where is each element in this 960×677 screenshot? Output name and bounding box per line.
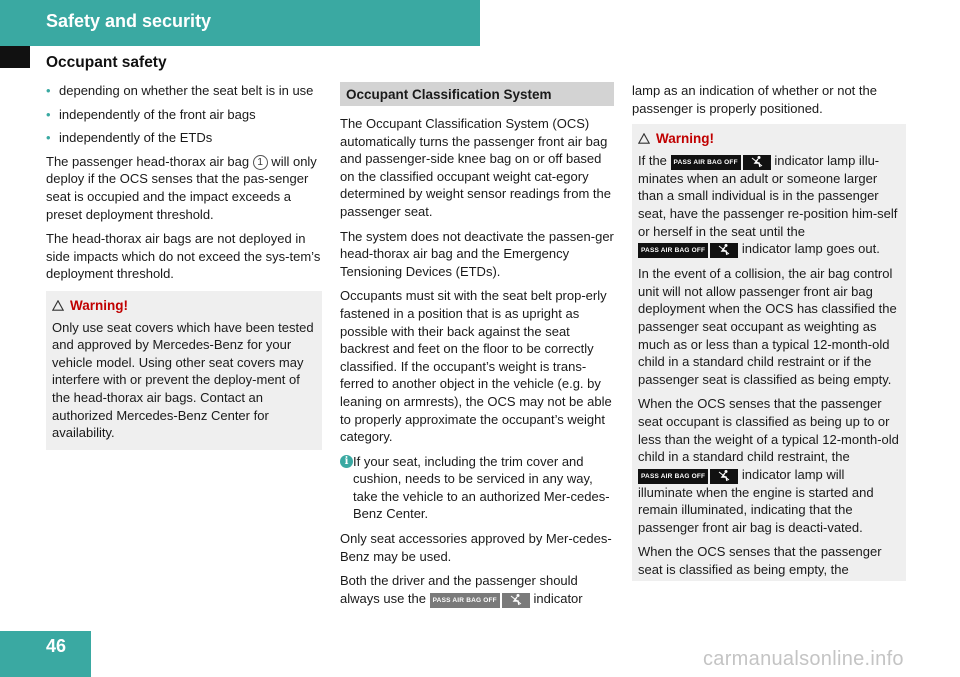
paragraph: The Occupant Classification System (OCS) automatically turns the passenger front air bag and passenger-side knee bag on or off based on the classified occupant weight cat-egory determined by weight sensor readings from the passenger seat. bbox=[340, 116, 611, 219]
bullet-item: • independently of the front air bags bbox=[46, 106, 256, 122]
bullet-item: • depending on whether the seat belt is in use bbox=[46, 83, 314, 98]
paragraph: lamp as an indication of whether or not the passenger is properly positioned. bbox=[632, 83, 877, 116]
corner-marker bbox=[0, 46, 30, 68]
warning-text: In the event of a collision, the air bag control unit will not allow passenger front air bag deployment when the OCS has classified the passenger seat occupant as weighting as much as or less than a typical 12-month-old child in a standard child restraint or if the passenger seat is classified as being empty. bbox=[638, 266, 897, 387]
left-column bbox=[46, 82, 322, 450]
paragraph: The passenger head-thorax air bag 1 will only deploy if the OCS senses that the pas-senger seat is occupied and the impact exceeds a preset deployment threshold. bbox=[46, 153, 317, 222]
bullet-item: • independently of the ETDs bbox=[46, 130, 213, 146]
bullet-icon: • bbox=[46, 130, 51, 146]
warning-triangle-icon bbox=[52, 300, 64, 311]
warning-heading: Warning! bbox=[52, 297, 316, 315]
passenger-seat-icon bbox=[743, 155, 771, 170]
middle-column bbox=[340, 82, 614, 615]
warning-text: When the OCS senses that the passenger seat is classified as being empty, the bbox=[638, 544, 882, 578]
paragraph: The system does not deactivate the passen-ger head-thorax air bag and the Emergency Tensioning Devices (ETDs). bbox=[340, 228, 614, 279]
warning-text: When the OCS senses that the passenger seat occupant is classified as being up to or less than the weight of a typical 12-month-old child in a standard child restraint, the PASS AIR BAG OFF indicator lamp will illuminate when the engine is started and remain illuminated, indicating that the passenger front air bag is deacti-vated. bbox=[638, 396, 899, 535]
warning-box bbox=[632, 124, 906, 580]
paragraph: Both the driver and the passenger should always use the PASS AIR BAG OFF indicator bbox=[340, 573, 583, 606]
right-column bbox=[632, 82, 906, 581]
pass-airbag-off-indicator: PASS AIR BAG OFF bbox=[430, 593, 530, 608]
pass-airbag-off-indicator: PASS AIR BAG OFF bbox=[638, 469, 738, 484]
passenger-seat-icon bbox=[502, 593, 530, 608]
page-number: 46 bbox=[45, 636, 67, 656]
paragraph: Occupants must sit with the seat belt prop-erly fastened in a position that is as upright as possible with their back against the seat backrest and feet on the floor to be correctly classified. If the occupant’s weight is trans-ferred to another object in the vehicle (e.g. by leaning on armrests), the OCS may not be able to properly approximate the occupant’s weight category. bbox=[340, 288, 612, 445]
page-title: Occupant safety bbox=[46, 54, 167, 71]
callout-number: 1 bbox=[253, 155, 268, 170]
warning-heading: Warning! bbox=[638, 130, 900, 148]
paragraph: Only seat accessories approved by Mer-cedes-Benz may be used. bbox=[340, 531, 612, 564]
passenger-seat-icon bbox=[710, 469, 738, 484]
paragraph: The head-thorax air bags are not deployed in side impacts which do not exceed the sys-tem’s deployment threshold. bbox=[46, 231, 321, 282]
info-icon: i bbox=[340, 455, 353, 468]
warning-text: Only use seat covers which have been tested and approved by Mercedes-Benz for your vehicle model. Using other seat covers may interfere with or prevent the deploy-ment of the head-thorax air bags. Contact an authorized Mercedes-Benz Center for availability. bbox=[52, 319, 314, 441]
pass-airbag-off-indicator: PASS AIR BAG OFF bbox=[671, 155, 771, 170]
warning-text: If the PASS AIR BAG OFF indicator lamp illu-minates when an adult or someone larger than a small individual is in the passenger seat, have the passenger re-position him-self or herself in the seat until the PASS AIR BAG OFF indicator lamp goes out. bbox=[638, 152, 898, 257]
warning-triangle-icon bbox=[638, 133, 650, 144]
bullet-icon: • bbox=[46, 106, 51, 122]
pass-airbag-off-indicator: PASS AIR BAG OFF bbox=[638, 243, 738, 258]
section-heading: Occupant Classification System bbox=[340, 82, 614, 106]
watermark: carmanualsonline.info bbox=[703, 648, 904, 670]
bullet-icon: • bbox=[46, 83, 51, 98]
info-note: i If your seat, including the trim cover and cushion, needs to be serviced in any way, take the vehicle to an authorized Mer-cedes-Benz Center. bbox=[340, 453, 614, 523]
warning-box bbox=[46, 291, 322, 450]
section-title: Safety and security bbox=[46, 11, 212, 31]
passenger-seat-icon bbox=[710, 243, 738, 258]
